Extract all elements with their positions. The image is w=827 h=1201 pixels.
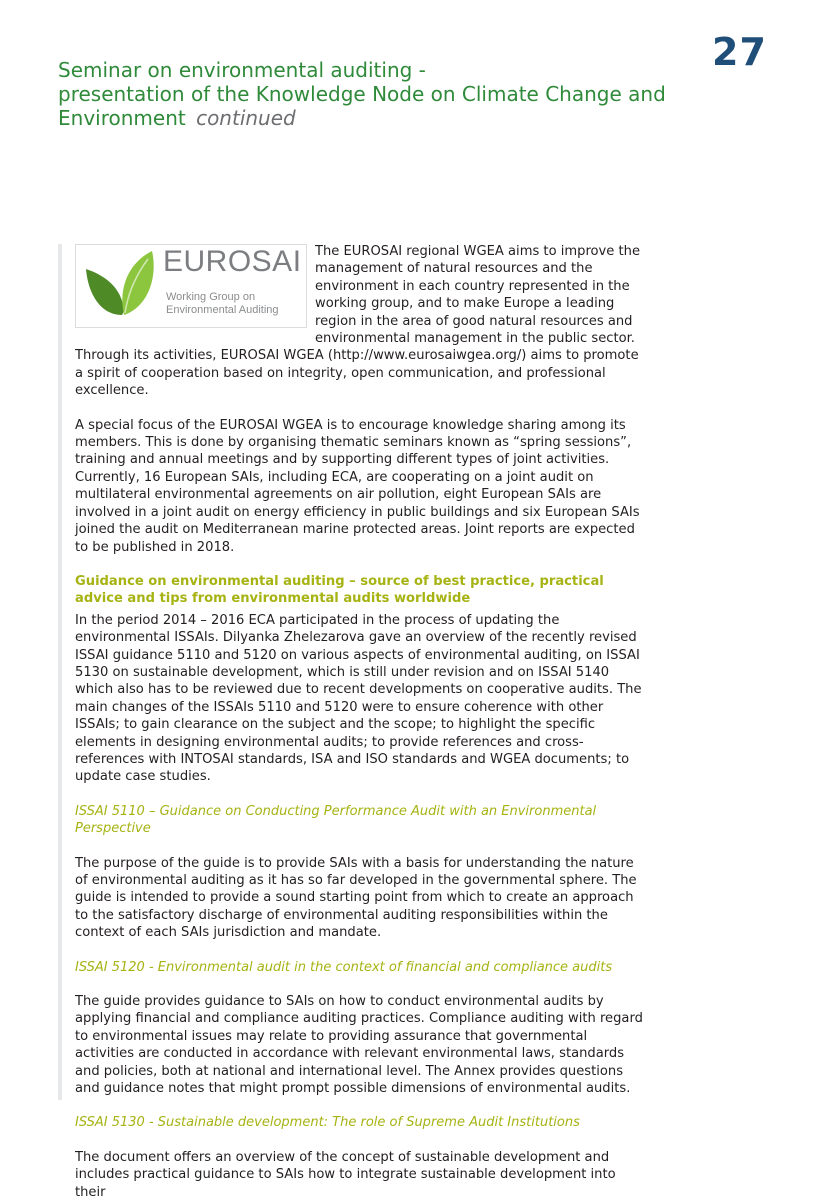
issai-5120-paragraph: The guide provides guidance to SAIs on how to conduct environmental audits by applying financial and compliance auditing practices. Compliance auditing with regard to environmental issues may relate to providing assurance that governmental activities are conducted in accordance with relevant environmental laws, standards and policies, both at national and international level. The Annex provides questions and guidance notes that might prompt possible dimensions of environmental audits.	[75, 994, 643, 1097]
guidance-paragraph: In the period 2014 – 2016 ECA participated in the process of updating the environmental ISSAIs. Dilyanka Zhelezarova gave an overview of the recently revised ISSAI guidance 5110 and 5120 on various aspects of environmental auditing, on ISSAI 5130 on sustainable development, which is still under revision and on ISSAI 5140 which also has to be reviewed due to recent developments on cooperative audits. The main changes of the ISSAIs 5110 and 5120 were to ensure coherence with other ISSAIs; to gain clearance on the subject and the scope; to highlight the specific elements in designing environmental audits; to provide references and cross-references with INTOSAI standards, ISA and ISO standards and WGEA documents; to update case studies.	[75, 612, 642, 785]
title-line-3-text: Environment	[58, 106, 186, 130]
issai-5130-heading: ISSAI 5130 - Sustainable development: The role of Supreme Audit Institutions	[75, 1115, 580, 1131]
leaf-logo-icon	[82, 249, 158, 321]
logo-name: EUROSAI	[163, 245, 302, 278]
eurosai-wgea-logo	[75, 244, 307, 328]
page-title	[58, 58, 678, 130]
issai-5130-paragraph: The document offers an overview of the concept of sustainable development and includes practical guidance to SAIs how to integrate sustainable development into their	[75, 1149, 616, 1200]
guidance-heading: Guidance on environmental auditing – source of best practice, practical advice and tips from environmental audits worldwide	[75, 573, 604, 607]
issai-5110-paragraph: The purpose of the guide is to provide SAIs with a basis for understanding the nature of environmental auditing as it has so far developed in the governmental sphere. The guide is intended to provide a sound starting point from which to create an approach to the satisfactory discharge of environmental auditing responsibilities within the context of each SAIs jurisdiction and mandate.	[75, 855, 637, 941]
focus-paragraph: A special focus of the EUROSAI WGEA is to encourage knowledge sharing among its members. This is done by organising thematic seminars known as “spring sessions”, training and annual meetings and by supporting different types of joint activities. Currently, 16 European SAIs, including ECA, are cooperating on a joint audit on multilateral environmental agreements on air pollution, eight European SAIs are involved in a joint audit on energy efficiency in public buildings and six European SAIs joined the audit on Mediterranean marine protected areas. Joint reports are expected to be published in 2018.	[75, 417, 640, 555]
sidebar-rule	[58, 244, 62, 1100]
issai-5120-heading: ISSAI 5120 - Environmental audit in the context of financial and compliance audits	[75, 959, 613, 975]
title-line-1: Seminar on environmental auditing -	[58, 58, 426, 82]
logo-subtitle-line-1: Working Group on	[166, 291, 256, 303]
intro-paragraph: The EUROSAI regional WGEA aims to improve the management of natural resources and the environment in each country represented in the working group, and to make Europe a leading region in the area of good natural resources and environmental management in the public sector. Through its activities, EUROSAI WGEA (http://www.eurosaiwgea.org/) aims to promote a spirit of cooperation based on integrity, open communication, and professional excellence.	[75, 244, 641, 399]
title-line-3	[58, 106, 678, 130]
title-line-2: presentation of the Knowledge Node on Climate Change and	[58, 82, 666, 106]
logo-subtitle-line-2: Environmental Auditing	[166, 304, 279, 316]
logo-subtitle	[166, 291, 306, 317]
title-continued: continued	[196, 106, 296, 130]
page-number: 27	[712, 30, 767, 74]
article-body	[75, 243, 648, 1201]
issai-5110-heading: ISSAI 5110 – Guidance on Conducting Performance Audit with an Environmental Perspective	[75, 803, 597, 837]
